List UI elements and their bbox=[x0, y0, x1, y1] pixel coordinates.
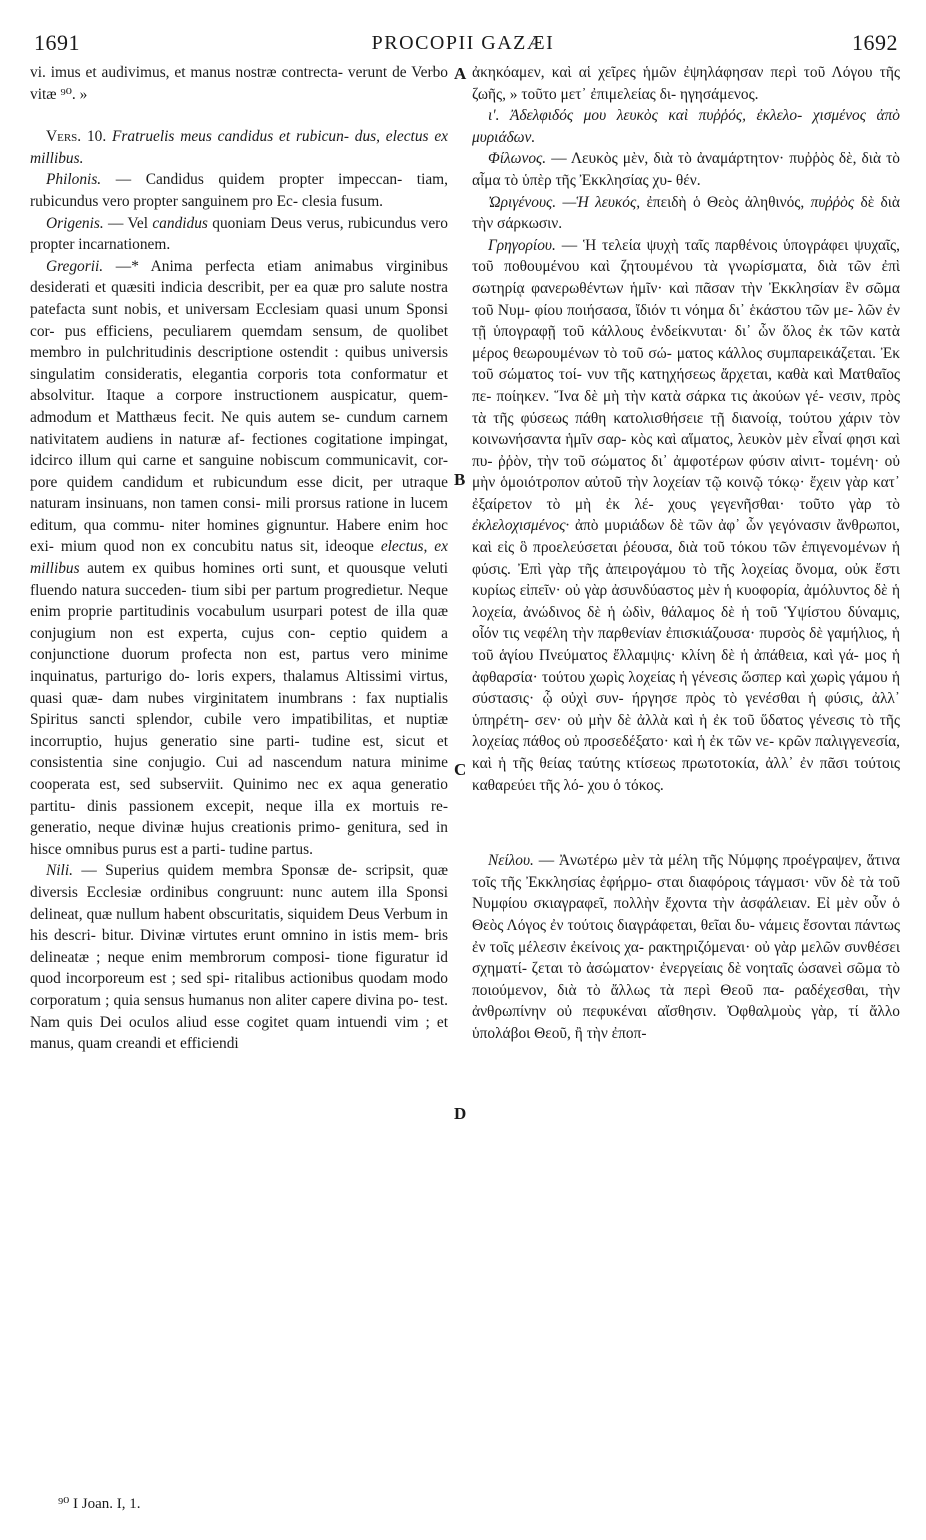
emphasis-text: ἐκλελοχισμένος· bbox=[472, 517, 570, 535]
column-marker-a: A bbox=[454, 64, 467, 83]
column-marker-b: B bbox=[454, 470, 466, 489]
author-label: Νείλου. bbox=[488, 852, 534, 870]
greek-paragraph bbox=[472, 235, 900, 796]
verse-label: Vers. 10. bbox=[46, 128, 107, 146]
author-label: Γρηγορίου. bbox=[488, 236, 556, 254]
paragraph-text: — Candidus quidem propter impeccan- tiam, rubicundus vero propter sanguinem pro Ec- clesia fusum. bbox=[30, 171, 448, 210]
paragraph-text: ἐπειδὴ ὁ Θεὸς ἀληθινός, bbox=[646, 193, 805, 211]
column-marker-c: C bbox=[454, 760, 467, 779]
latin-paragraph bbox=[30, 213, 448, 256]
footnote: ⁹⁰ I Joan. I, 1. bbox=[58, 1496, 141, 1512]
greek-verse-heading: ι'. Ἀδελφιδός μου λευκὸς καὶ πυῤῥός, ἐκλελο- χισμένος ἀπὸ μυριάδων. bbox=[472, 107, 900, 146]
page-number-left: 1691 bbox=[34, 30, 80, 55]
column-marker-d: D bbox=[454, 1104, 467, 1123]
paragraph-text: δὲ διὰ τὴν σάρκωσιν. bbox=[472, 193, 900, 233]
author-label: Nili. bbox=[46, 862, 73, 880]
latin-paragraph bbox=[30, 860, 448, 1054]
emphasis-text: candidus bbox=[152, 214, 208, 232]
paragraph-text: — Vel bbox=[108, 214, 149, 232]
greek-paragraph bbox=[472, 148, 900, 191]
paragraph-text: — Ἀνωτέρω μὲν τὰ μέλη τῆς Νύμφης προέγραψεν, ἅτινα τοῖς τῆς Ἐκκλησίας ἐφήρμο- σται διαφόροις τάγμασι· νῦν δὲ τὰ τοῦ Νυμφίου σκιαγραφεῖ, πολλὴν ἔχοντα τὴν ἀσφάλειαν. Εἰ μὲν οὖν ὁ Θεὸς Λόγος ἐν τούτοις διαγράφεται, θεῖαι δυ- νάμεις ἔσονται πάντως ἐν τοῖς μέλεσιν ἐκείνοις χα- ρακτηριζόμεναι· οὐ γὰρ μελῶν συνθέσει σχηματί- ζεται τὸ ἀσώματον· ἐνεργείαις δὲ νοηταῖς ὡσανεὶ σῶμα τὸ ποιούμενον, διὰ τὸ ἄλλως τὰ περὶ Θεοῦ πα- ραδέχεσθαι, τὴν ἀνθρωπίνην οὐ πεφυκέναι αἴσθησιν. Ὀφθαλμοὺς γὰρ, τί ἄλλο ὑπολάβοι Θεοῦ, ἢ τὴν ἐποπ- bbox=[472, 852, 900, 1042]
spacer bbox=[472, 796, 900, 850]
latin-paragraph bbox=[30, 256, 448, 861]
latin-paragraph: vi. imus et audivimus, et manus nostræ contrecta- verunt de Verbo vitæ ⁹⁰. » bbox=[30, 64, 448, 103]
paragraph-text: — Ἡ τελεία ψυχὴ ταῖς παρθένοις ὑπογράφει ψυχαῖς, τοῦ ποθουμένου καὶ ζητουμένου τὰ γνωρίσματα, διὰ τῶν ἐπὶ σωτηρίᾳ φανερωθέντων ἡμῖν· καὶ πᾶσαν τὴν Ἐκκλησίαν ἓν σῶμα τοῦ Νυμ- φίου ποιήσασα, ἴδιόν τι νόημα δι᾽ ἑκάστου τῶν με- λῶν ἐν τῇ ὑπογραφῇ τοῦ κάλλους ἐνδείκνυται· δι᾽ ὧν ὅλος ἐκ τῶν κατὰ μέρος θεωρουμένων τὸ τοῦ σώ- ματος κάλλος συμπαρεικάζεται. Ἐκ τοῦ σώματος τοί- νυν τῆς κατηχήσεως ἄρχεται, καθὰ καὶ Ματθαῖος πε- ποίηκεν. Ἵνα δὲ μὴ τὴν κατὰ σάρκα τις ἀκούων γέ- νεσιν, πρὸς τὰ τῆς φύσεως πάθη κατολισθήσειε τῇ διανοίᾳ, τούτου χάριν τὸν κοινωνήσαντα ἡμῖν σαρ- κὸς καὶ αἵματος, λευκὸν μὲν εἶναί φησι καὶ πυ- ῤῥὸν, τὴν τοῦ σώματος δι᾽ ἀμφοτέρων φύσιν αἰνιτ- τομένη· οὐ μὴν ὁμοιότροπον αὐτοῦ τὴν λοχείαν τῷ κοινῷ τόκῳ· ἔχειν γὰρ κατ᾽ ἐξαίρετον τὸ μὴ ἐκ λέ- χους γεγενῆσθαι· τοῦτο γὰρ τὸ bbox=[472, 236, 900, 513]
author-label: Origenis. bbox=[46, 214, 104, 232]
greek-column bbox=[472, 62, 900, 1045]
greek-paragraph bbox=[472, 850, 900, 1044]
paragraph-text: — Λευκὸς μὲν, διὰ τὸ ἀναμάρτητον· πυῤῥὸς δὲ, διὰ τὸ αἷμα τὸ ὑπὲρ τῆς Ἐκκλησίας χυ- θέν. bbox=[472, 150, 900, 189]
author-label: Φίλωνος. bbox=[488, 150, 547, 168]
emphasis-text: electus, ex millibus bbox=[30, 538, 448, 578]
running-title: PROCOPII GAZÆI bbox=[371, 32, 555, 54]
paragraph-text: autem ex quibus homines orti sunt, et quousque veluti fluendo natura succeden- tium sibi per partum progredietur. Neque enim proprie partitudinis vocabulum usurpari potest de illa quæ conjugium non est experta, cujus con- ceptio quidem a conjunctione duorum profecta non est, partus vero minime inquinatus, parturigo do- loris expers, thalamus Altissimi virtus, quasi quæ- dam nubes virginitatem inumbrans : fax nuptialis Spiritus sancti splendor, cubile vero impatibilitas, et nuptiæ incorruptio, hujus generatio sine parti- tudine est, sicut et consistentia sine conjugio. Cui ad nascendum natura minime cooperata est, sed subserviit. Quinimo nec ex aqua generatio partitu- dinis passionem excepit, neque illa ex mortuis re- generatio, neque divinæ hujus creationis primo- genitura, sed in hisce omnibus purus est a parti- tudine partus. bbox=[30, 560, 448, 858]
page-number-right: 1692 bbox=[852, 30, 898, 55]
latin-verse-heading bbox=[30, 126, 448, 169]
paragraph-text: —* Anima perfecta etiam animabus virginibus desiderati et quæsiti indicia describit, per ea quæ pro salute nostra patefacta sunt nobis, et universam Ecclesiam quasi unum Sponsi cor- pus efficiens, peculiarem quemdam sensum, de quolibet membro in pulchritudinis descriptione ostendit : quibus universis singulatim consideratis, elegantia corporis tota conformatur et absolvitur. Itaque a corpore instructionem auspicatur, quem- admodum et Matthæus fecit. Ne quis autem se- cundum carnem nativitatem audiens in naturæ af- fectiones cogitatione impingat, idcirco illum qui carne et sanguine nobiscum communicavit, cor- pore quidem candidum et rubicundum esse dicit, per utraque naturam insinuans, non tamen consi- mili prorsus ratione in lucem editum, qua commu- niter homines gignuntur. Habere enim hoc exi- mium quod non ex concubitu natus sit, ideoque bbox=[30, 257, 448, 556]
latin-paragraph bbox=[30, 169, 448, 212]
emphasis-text: πυῤῥὸς bbox=[810, 193, 855, 211]
verse-text: Fratruelis meus candidus et rubicun- dus, electus ex millibus. bbox=[30, 128, 448, 167]
greek-paragraph: ἀκηκόαμεν, καὶ αἱ χεῖρες ἡμῶν ἐψηλάφησαν περὶ τοῦ Λόγου τῆς ζωῆς, » τοῦτο μετ᾽ ἐπιμελείας δι- ηγησάμενος. bbox=[472, 64, 900, 103]
paragraph-text: ἀπὸ μυριάδων δὲ τῶν ἀφ᾽ ὧν γεγόνασιν ἄνθρωποι, καὶ εἰς ὃ προελεύσεται ῥέουσα, διὰ τοῦ τόκου τῶν ἐπιγενομένων ἡ φύσις. Ἐπὶ γὰρ τῆς ἀπειρογάμου τὸ τῆς λοχείας ὄνομα, οὐκ ἔστι κυρίως εἰπεῖν· οὐ γὰρ ἀσυνδύαστος μὲν ἡ κυοφορία, ἀμόλυντος δὲ ἡ λοχεία, ἀνώδινος δὲ ἡ ὠδὶν, θάλαμος δὲ ἡ τοῦ Ὑψίστου δύναμις, οἷόν τις νεφέλη τὴν παρθενίαν ἐπισκιάζουσα· πυρσὸς δὲ γαμήλιος, ἡ τοῦ ἁγίου Πνεύματος ἔλλαμψις· κλίνη δὲ ἡ ἀπάθεια, καὶ γά- μος ἡ ἀφθαρσία· τούτου χωρὶς λοχείας ἡ γένεσις ὥσπερ καὶ χωρὶς γάμου ἡ σύστασις· ᾧ οὐχὶ συν- ήργησε πρὸς τὸ γενέσθαι ἡ φύσις, ἀλλ᾽ ὑπηρέτη- σεν· οὐ μὴν δὲ ἀλλὰ καὶ ἡ ἐκ τοῦ ὕδατος γένεσις τὸ τῆς λοχείας πάθος οὐ προσεδέξατο· καὶ ἡ ἐκ τῶν νε- κρῶν παλιγγενεσία, καὶ ἡ τῆς θείας ταύτης κτίσεως πρωτοτοκία, ἀλλ᾽ ἐν πᾶσι τούτοις καθαρεύει τῆς λό- χου ὁ τόκος. bbox=[472, 517, 900, 794]
greek-paragraph bbox=[472, 192, 900, 235]
emphasis-text: —Ἡ λευκός, bbox=[562, 193, 641, 211]
running-header bbox=[0, 30, 926, 60]
paragraph-text: quoniam Deus verus, rubicundus vero propter incarnationem. bbox=[30, 214, 448, 254]
latin-column bbox=[30, 62, 448, 1055]
author-label: Gregorii. bbox=[46, 257, 104, 275]
spacer bbox=[30, 105, 448, 126]
paragraph-text: — Superius quidem membra Sponsæ de- scripsit, quæ diversis Ecclesiæ ordinibus congruunt: nunc autem illa Sponsi delineat, quæ nullum habent obscuritatis, siquidem Deus Verbum in his descri- bitur. Divinæ virtutes erunt omnino in istis mem- bris delineatæ ; neque enim membrorum composi- tione figuratur id quod incorporeum est ; sed spi- ritalibus actionibus quodam modo corporatum ; quia sensus humanus non aliter capere divina po- test. Nam quis Dei oculos aliud esse cogitet quam intuendi vim ; et manus, quam creandi et efficiendi bbox=[30, 862, 448, 1053]
author-label: Ὠριγένους. bbox=[488, 193, 557, 211]
author-label: Philonis. bbox=[46, 171, 102, 189]
